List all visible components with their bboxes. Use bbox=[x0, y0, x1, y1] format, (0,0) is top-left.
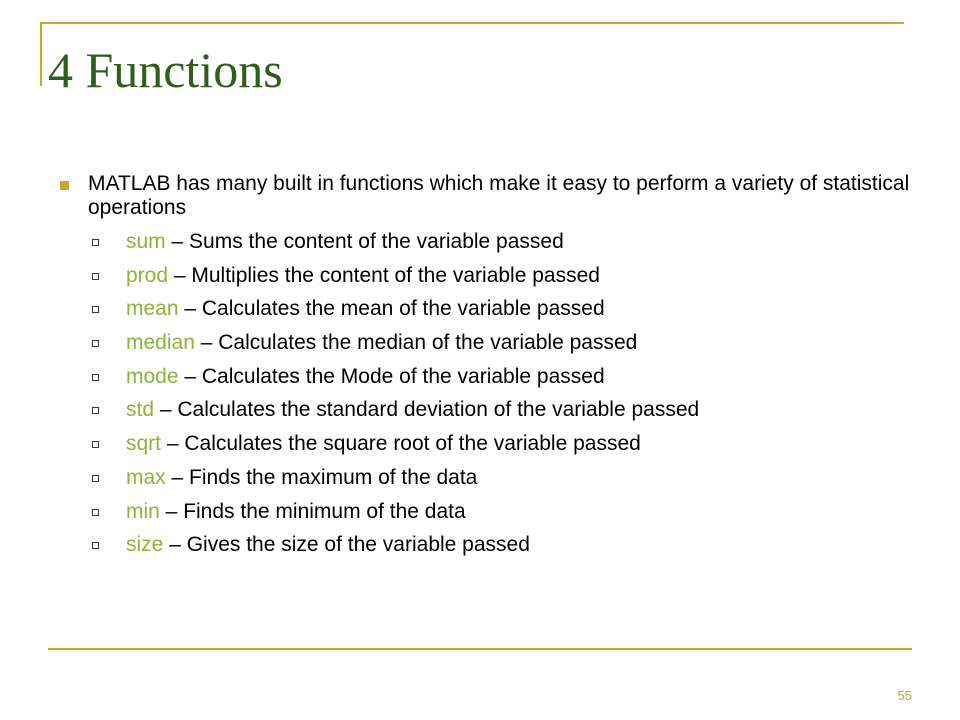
hollow-square-bullet-icon bbox=[92, 441, 99, 448]
top-rule bbox=[40, 22, 904, 24]
function-name: size bbox=[126, 533, 164, 557]
hollow-square-bullet-icon bbox=[92, 542, 99, 549]
function-name: sum bbox=[126, 230, 166, 253]
hollow-square-bullet-icon bbox=[92, 273, 99, 280]
content-list bbox=[60, 172, 910, 567]
square-bullet-icon bbox=[60, 181, 69, 190]
function-name: max bbox=[126, 465, 166, 489]
list-item bbox=[88, 466, 910, 490]
function-name: prod bbox=[126, 263, 169, 287]
list-item bbox=[88, 432, 910, 456]
function-list bbox=[60, 230, 910, 557]
function-description: – Calculates the mean of the variable passed bbox=[178, 297, 605, 321]
function-name: mode bbox=[126, 364, 179, 388]
hollow-square-bullet-icon bbox=[92, 475, 99, 482]
function-description: – Calculates the square root of the variable passed bbox=[161, 432, 641, 456]
list-item bbox=[88, 500, 910, 524]
function-description: – Calculates the median of the variable passed bbox=[194, 331, 638, 355]
bottom-rule bbox=[48, 648, 912, 650]
hollow-square-bullet-icon bbox=[92, 374, 99, 381]
hollow-square-bullet-icon bbox=[92, 407, 99, 414]
hollow-square-bullet-icon bbox=[92, 340, 99, 347]
page-number: 55 bbox=[897, 688, 912, 703]
list-item bbox=[88, 297, 910, 321]
function-description: – Finds the minimum of the data bbox=[159, 499, 466, 523]
function-name: std bbox=[126, 398, 155, 422]
function-name: mean bbox=[126, 297, 179, 321]
function-name: median bbox=[126, 331, 195, 355]
list-item bbox=[88, 264, 910, 288]
function-description: – Multiplies the content of the variable passed bbox=[168, 263, 600, 287]
hollow-square-bullet-icon bbox=[92, 306, 99, 313]
list-item bbox=[88, 331, 910, 355]
left-rule bbox=[40, 22, 42, 86]
main-bullet bbox=[60, 172, 910, 220]
function-name: min bbox=[126, 499, 160, 523]
hollow-square-bullet-icon bbox=[92, 509, 99, 516]
function-description: – Gives the size of the variable passed bbox=[163, 533, 530, 557]
function-description: – Calculates the standard deviation of the variable passed bbox=[154, 398, 700, 422]
function-description: – Calculates the Mode of the variable passed bbox=[178, 364, 605, 388]
hollow-square-bullet-icon bbox=[92, 239, 99, 246]
slide-title: 4 Functions bbox=[48, 42, 283, 98]
list-item bbox=[88, 398, 910, 422]
list-item bbox=[88, 365, 910, 389]
function-description: – Sums the content of the variable passed bbox=[165, 230, 564, 253]
intro-text: MATLAB has many built in functions which make it easy to perform a variety of statistical operations bbox=[88, 172, 910, 219]
list-item bbox=[88, 230, 910, 254]
list-item bbox=[88, 533, 910, 557]
function-name: sqrt bbox=[126, 432, 162, 456]
function-description: – Finds the maximum of the data bbox=[165, 465, 478, 489]
